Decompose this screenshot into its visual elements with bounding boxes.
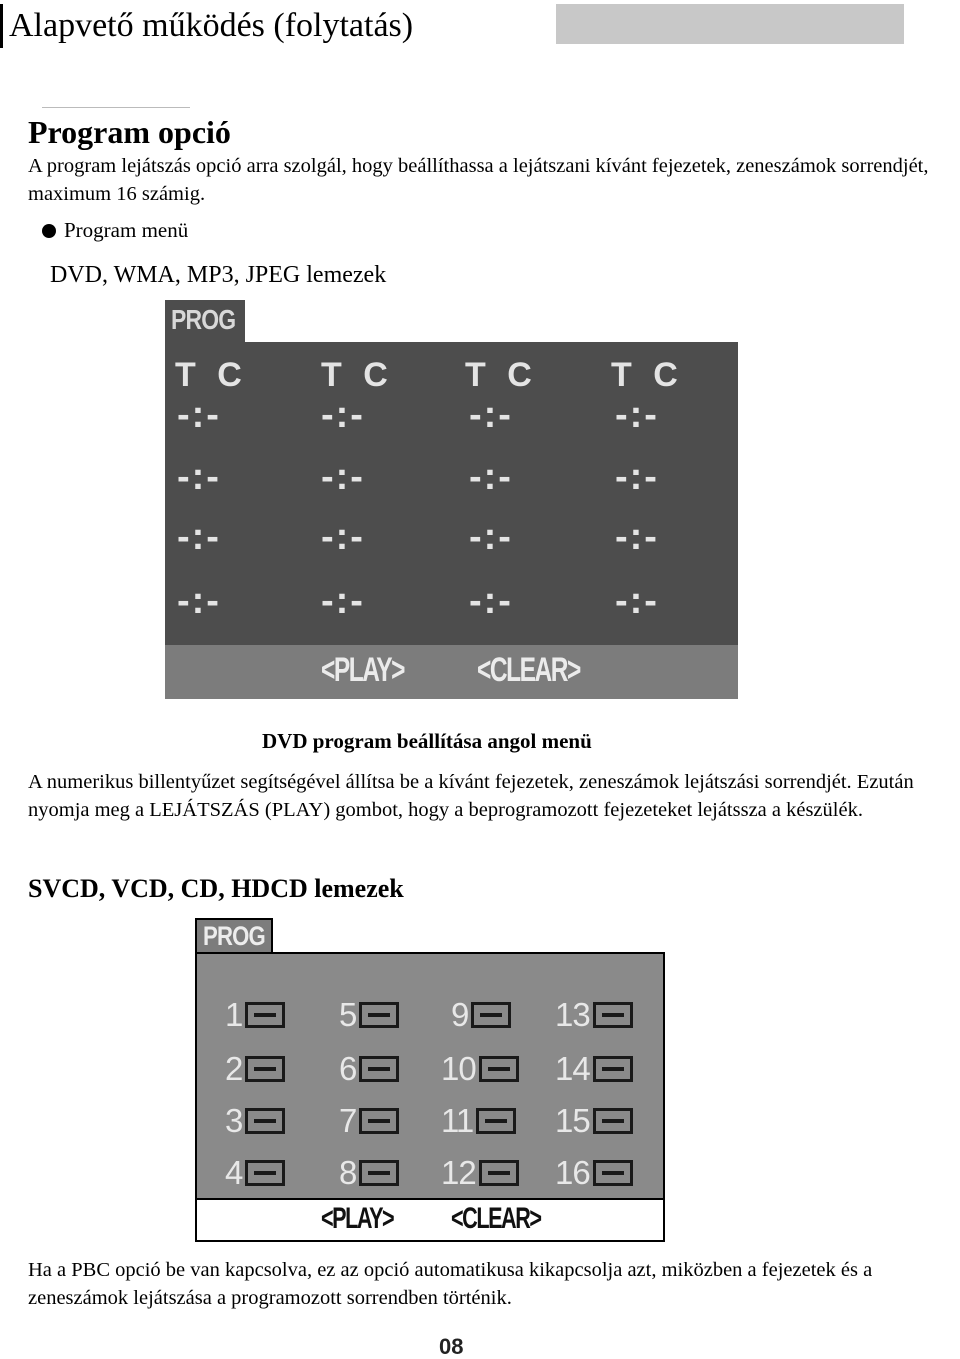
track-number: 11 xyxy=(441,1102,474,1139)
track-entry-box[interactable] xyxy=(359,1108,399,1134)
program-footer xyxy=(195,1198,665,1242)
play-button[interactable]: <PLAY> xyxy=(321,651,405,689)
track-number: 9 xyxy=(451,996,469,1033)
track-entry-box[interactable] xyxy=(593,1160,633,1186)
program-slot[interactable]: -:- xyxy=(615,394,659,436)
track-number: 1 xyxy=(225,996,243,1033)
column-header: T C xyxy=(465,356,538,394)
track-slot[interactable] xyxy=(339,1102,399,1140)
program-slot[interactable]: -:- xyxy=(177,456,221,498)
bullet-item xyxy=(42,218,188,243)
track-entry-box[interactable] xyxy=(245,1056,285,1082)
instructions-paragraph: A numerikus billentyűzet segítségével állítsa be a kívánt fejezetek, zeneszámok lejátszási sorrendjét. Ezután nyomja meg a LEJÁTSZÁS (PLAY) gombot, hogy a beprogramozott fejezeteket lejátssza a készülék. xyxy=(28,771,914,821)
track-slot[interactable] xyxy=(441,1154,519,1192)
track-entry-box[interactable] xyxy=(471,1002,511,1028)
track-grid xyxy=(195,952,665,1198)
dvd-subtitle: DVD, WMA, MP3, JPEG lemezek xyxy=(50,262,387,288)
play-button[interactable]: <PLAY> xyxy=(321,1202,394,1235)
track-number: 6 xyxy=(339,1050,357,1087)
track-entry-box[interactable] xyxy=(593,1108,633,1134)
track-entry-box[interactable] xyxy=(479,1160,519,1186)
track-number: 2 xyxy=(225,1050,243,1087)
header-bar xyxy=(556,4,904,44)
track-slot[interactable] xyxy=(339,1050,399,1088)
track-number: 3 xyxy=(225,1102,243,1139)
track-entry-box[interactable] xyxy=(359,1160,399,1186)
track-entry-box[interactable] xyxy=(245,1160,285,1186)
track-slot[interactable] xyxy=(441,1102,516,1140)
track-slot[interactable] xyxy=(555,996,633,1034)
track-number: 15 xyxy=(555,1102,590,1139)
program-slot[interactable]: -:- xyxy=(321,580,365,622)
clear-button[interactable]: <CLEAR> xyxy=(451,1202,541,1235)
track-entry-box[interactable] xyxy=(479,1056,519,1082)
program-slot[interactable]: -:- xyxy=(615,516,659,558)
track-slot[interactable] xyxy=(339,996,399,1034)
track-slot[interactable] xyxy=(555,1050,633,1088)
track-entry-box[interactable] xyxy=(593,1056,633,1082)
track-entry-box[interactable] xyxy=(359,1056,399,1082)
prog-tab xyxy=(165,300,245,342)
track-entry-box[interactable] xyxy=(476,1108,516,1134)
bullet-label: Program menü xyxy=(64,218,189,242)
svcd-subtitle: SVCD, VCD, CD, HDCD lemezek xyxy=(28,874,404,903)
intro-paragraph: A program lejátszás opció arra szolgál, hogy beállíthassa a lejátszani kívánt fejezetek, zeneszámok sorrendjét, maximum 16 számig. xyxy=(28,155,929,205)
track-number: 14 xyxy=(555,1050,590,1087)
program-slot[interactable]: -:- xyxy=(321,456,365,498)
clear-button[interactable]: <CLEAR> xyxy=(477,651,580,689)
track-slot[interactable] xyxy=(339,1154,399,1192)
track-number: 13 xyxy=(555,996,590,1033)
track-slot[interactable] xyxy=(555,1102,633,1140)
program-slot[interactable]: -:- xyxy=(469,580,513,622)
program-slot[interactable]: -:- xyxy=(321,394,365,436)
svcd-program-screen xyxy=(195,918,665,1242)
program-slot[interactable]: -:- xyxy=(469,456,513,498)
page-number: 08 xyxy=(439,1334,464,1359)
column-header: T C xyxy=(611,356,684,394)
program-slot[interactable]: -:- xyxy=(615,580,659,622)
track-slot[interactable] xyxy=(225,996,285,1034)
program-slot[interactable]: -:- xyxy=(469,394,513,436)
track-number: 8 xyxy=(339,1154,357,1191)
program-slot[interactable]: -:- xyxy=(177,516,221,558)
bullet-icon xyxy=(42,224,56,238)
track-number: 10 xyxy=(441,1050,476,1087)
dvd-program-screen xyxy=(165,300,738,699)
track-slot[interactable] xyxy=(225,1102,285,1140)
track-entry-box[interactable] xyxy=(245,1108,285,1134)
program-grid xyxy=(165,342,738,645)
page-header-title: Alapvető működés (folytatás) xyxy=(0,4,556,48)
track-entry-box[interactable] xyxy=(359,1002,399,1028)
track-number: 7 xyxy=(339,1102,357,1139)
program-slot[interactable]: -:- xyxy=(177,580,221,622)
column-header: T C xyxy=(175,356,248,394)
track-entry-box[interactable] xyxy=(593,1002,633,1028)
program-slot[interactable]: -:- xyxy=(177,394,221,436)
column-header: T C xyxy=(321,356,394,394)
track-slot[interactable] xyxy=(451,996,511,1034)
track-slot[interactable] xyxy=(441,1050,519,1088)
program-slot[interactable]: -:- xyxy=(321,516,365,558)
track-number: 4 xyxy=(225,1154,243,1191)
track-slot[interactable] xyxy=(225,1050,285,1088)
prog-tab-label: PROG xyxy=(171,304,236,335)
program-slot[interactable]: -:- xyxy=(615,456,659,498)
track-slot[interactable] xyxy=(225,1154,285,1192)
program-footer xyxy=(165,645,738,699)
divider xyxy=(42,107,190,108)
track-number: 5 xyxy=(339,996,357,1033)
track-slot[interactable] xyxy=(555,1154,633,1192)
pbc-note-paragraph: Ha a PBC opció be van kapcsolva, ez az opció automatikusa kikapcsolja azt, miközben a fejezetek és a zeneszámok lejátszása a programozott sorrendben történik. xyxy=(28,1259,873,1309)
track-entry-box[interactable] xyxy=(245,1002,285,1028)
prog-tab xyxy=(195,918,273,954)
section-title: Program opció xyxy=(28,114,231,150)
prog-tab-label: PROG xyxy=(203,921,265,951)
track-number: 16 xyxy=(555,1154,590,1191)
program-slot[interactable]: -:- xyxy=(469,516,513,558)
figure-caption: DVD program beállítása angol menü xyxy=(262,729,592,753)
track-number: 12 xyxy=(441,1154,476,1191)
